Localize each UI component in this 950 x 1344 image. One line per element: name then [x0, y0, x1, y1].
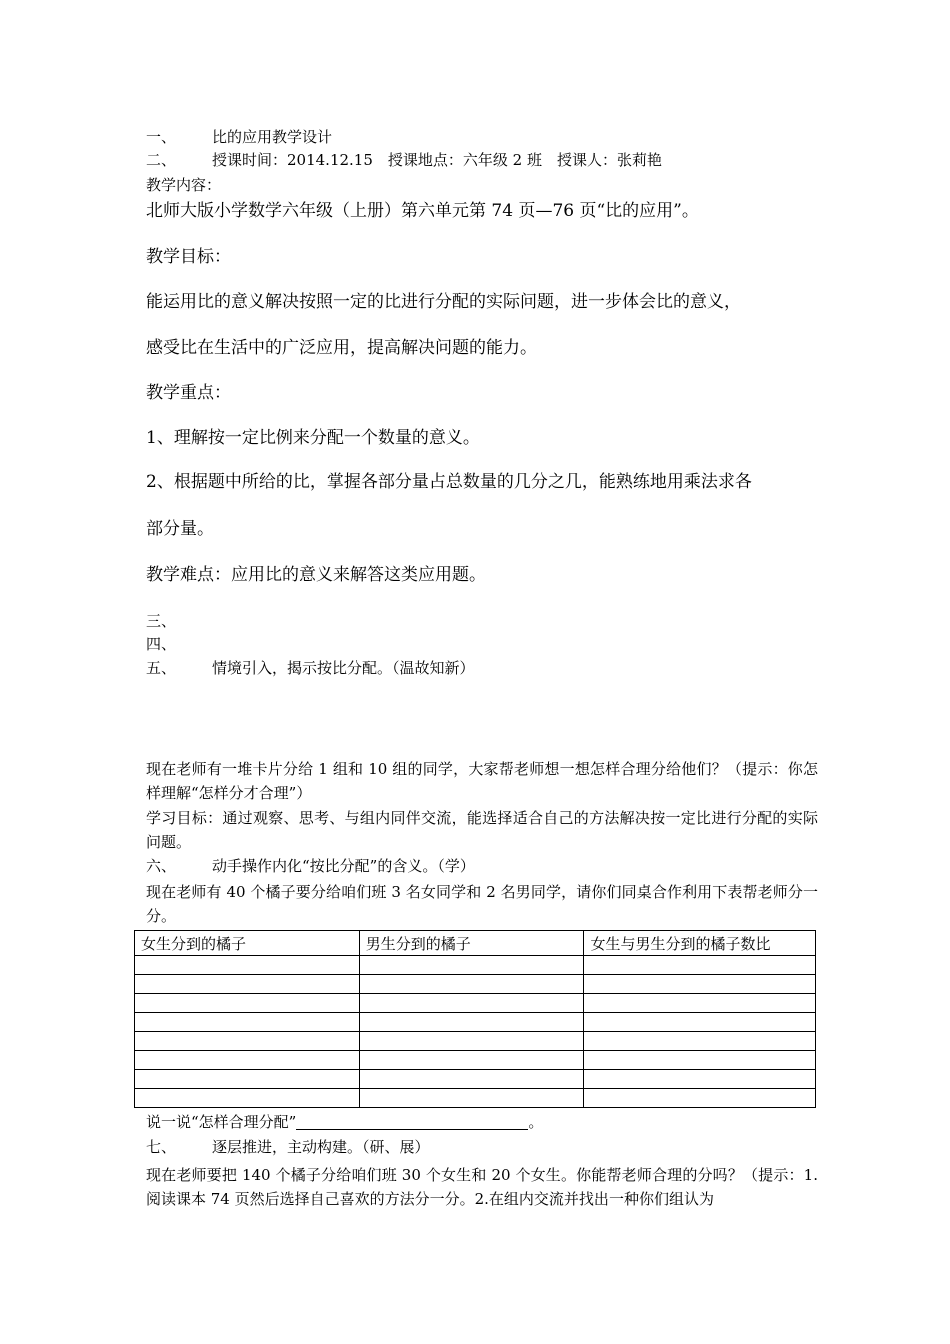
table-row [135, 1070, 816, 1089]
table-cell[interactable] [584, 1051, 816, 1070]
section-2-text: 授课时间：2014.12.15 授课地点：六年级 2 班 授课人：张莉艳 [212, 151, 662, 169]
content-text: 北师大版小学数学六年级（上册）第六单元第 74 页—76 页“比的应用”。 [146, 201, 699, 221]
column-header-boys: 男生分到的橘子 [359, 931, 584, 956]
table-cell[interactable] [359, 956, 584, 975]
table-cell[interactable] [359, 1070, 584, 1089]
learning-objective: 学习目标：通过观察、思考、与组内同伴交流，能选择适合自己的方法解决按一定比进行分配的实际问题。 [146, 809, 818, 851]
table-cell[interactable] [584, 994, 816, 1013]
section-5 [146, 661, 475, 676]
section-1-number: 一、 [146, 128, 177, 146]
table-cell[interactable] [584, 1013, 816, 1032]
task-paragraph: 现在老师有 40 个橘子要分给咱们班 3 名女同学和 2 名男同学，请你们同桌合作利用下表帮老师分一分。 [146, 883, 818, 925]
table-row [135, 1089, 816, 1108]
section-1 [146, 130, 332, 145]
orange-distribution-table [134, 930, 816, 1108]
section-6-number: 六、 [146, 857, 177, 875]
content-label: 教学内容： [146, 176, 222, 194]
table-cell[interactable] [359, 975, 584, 994]
section-2 [146, 153, 662, 168]
table-row [135, 994, 816, 1013]
section-7-number: 七、 [146, 1138, 177, 1156]
table-cell[interactable] [359, 1032, 584, 1051]
table-cell[interactable] [135, 1089, 360, 1108]
say-period: 。 [528, 1113, 544, 1131]
table-cell[interactable] [584, 956, 816, 975]
table-cell[interactable] [135, 956, 360, 975]
table-cell[interactable] [359, 994, 584, 1013]
section-6-title: 动手操作内化“按比分配”的含义。（学） [212, 857, 475, 875]
goal-label: 教学目标： [146, 247, 231, 267]
answer-blank[interactable] [296, 1115, 528, 1130]
key-point-2a: 2、根据题中所给的比，掌握各部分量占总数量的几分之几，能熟练地用乘法求各 [146, 472, 752, 492]
say-prompt: 说一说“怎样合理分配” [146, 1113, 297, 1131]
table-row [135, 1013, 816, 1032]
section-4-number: 四、 [146, 635, 177, 653]
section-5-number: 五、 [146, 659, 177, 677]
table-cell[interactable] [359, 1013, 584, 1032]
goal-line-1: 能运用比的意义解决按照一定的比进行分配的实际问题，进一步体会比的意义， [146, 292, 741, 312]
table-cell[interactable] [584, 1032, 816, 1051]
table-cell[interactable] [135, 1032, 360, 1051]
column-header-ratio: 女生与男生分到的橘子数比 [584, 931, 816, 956]
table-cell[interactable] [584, 1089, 816, 1108]
key-point-1: 1、理解按一定比例来分配一个数量的意义。 [146, 428, 480, 448]
table-row [135, 1051, 816, 1070]
table-row [135, 975, 816, 994]
intro-paragraph: 现在老师有一堆卡片分给 1 组和 10 组的同学，大家帮老师想一想怎样合理分给他们？（提示：你怎样理解“怎样分才合理”） [146, 760, 818, 802]
key-label: 教学重点： [146, 383, 231, 403]
section-3-number: 三、 [146, 612, 177, 630]
table-cell[interactable] [359, 1089, 584, 1108]
table-cell[interactable] [135, 975, 360, 994]
goal-line-2: 感受比在生活中的广泛应用，提高解决问题的能力。 [146, 338, 537, 358]
section-2-number: 二、 [146, 151, 177, 169]
table-row [135, 956, 816, 975]
section-5-title: 情境引入，揭示按比分配。（温故知新） [212, 659, 475, 677]
section-7 [146, 1140, 430, 1155]
key-point-2b: 部分量。 [146, 519, 214, 539]
table-cell[interactable] [135, 994, 360, 1013]
table-cell[interactable] [359, 1051, 584, 1070]
difficulty: 教学难点：应用比的意义来解答这类应用题。 [146, 565, 486, 585]
column-header-girls: 女生分到的橘子 [135, 931, 360, 956]
table-cell[interactable] [584, 975, 816, 994]
table-cell[interactable] [584, 1070, 816, 1089]
table-cell[interactable] [135, 1051, 360, 1070]
table-body [135, 956, 816, 1108]
table-row [135, 1032, 816, 1051]
section-1-title: 比的应用教学设计 [212, 128, 333, 146]
table-header-row [135, 931, 816, 956]
say-line [146, 1115, 543, 1130]
table-cell[interactable] [135, 1013, 360, 1032]
section-7-title: 逐层推进，主动构建。（研、展） [212, 1138, 430, 1156]
final-paragraph: 现在老师要把 140 个橘子分给咱们班 30 个女生和 20 个女生。你能帮老师合理的分吗？（提示：1.阅读课本 74 页然后选择自己喜欢的方法分一分。2.在组内交流并找出一种你们组认为 [146, 1166, 818, 1208]
table-cell[interactable] [135, 1070, 360, 1089]
section-6 [146, 859, 475, 874]
